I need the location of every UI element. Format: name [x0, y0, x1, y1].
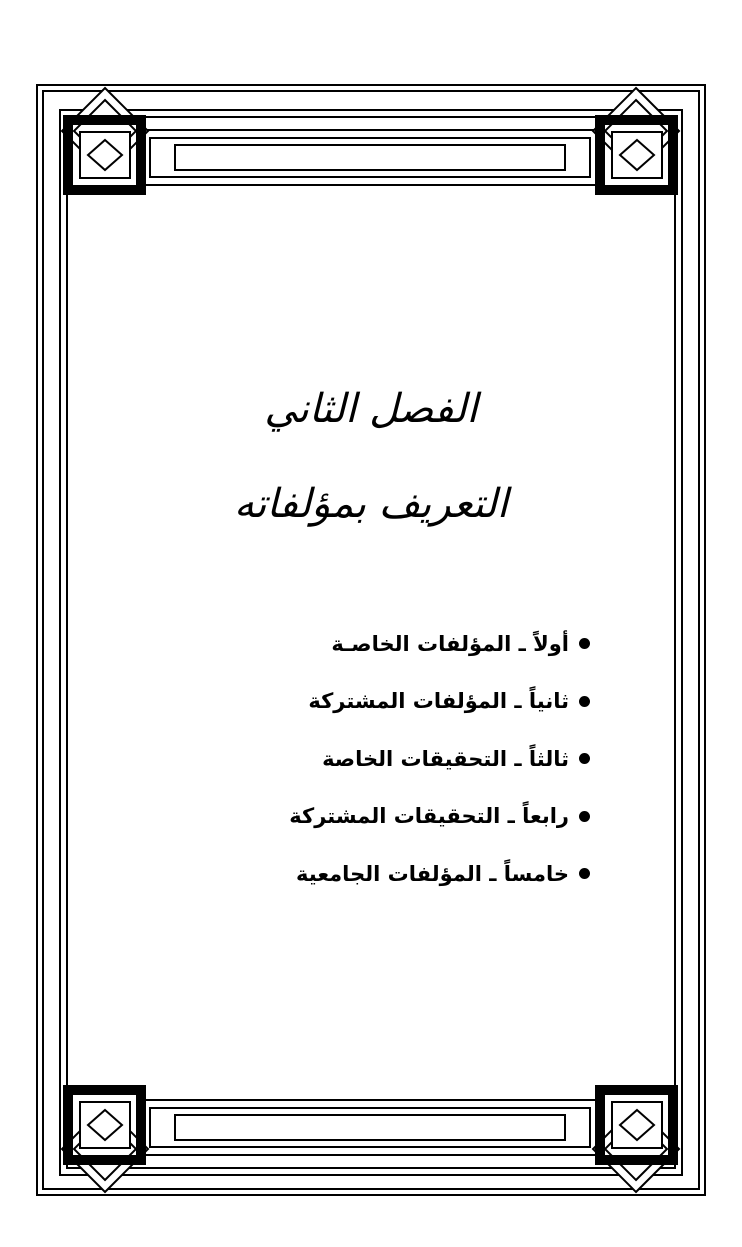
chapter-title: الفصل الثاني	[264, 386, 478, 432]
bullet-icon	[579, 753, 590, 764]
table-of-contents	[230, 615, 590, 903]
bullet-icon	[579, 696, 590, 707]
toc-item-label: ثانياً ـ المؤلفات المشتركة	[308, 689, 569, 714]
toc-item-label: رابعاً ـ التحقيقات المشتركة	[289, 804, 569, 829]
toc-item-label: خامساً ـ المؤلفات الجامعية	[296, 861, 569, 886]
toc-item	[230, 730, 590, 788]
bullet-icon	[579, 638, 590, 649]
toc-item	[230, 673, 590, 731]
toc-item	[230, 615, 590, 673]
corner-ornament-top-right	[593, 88, 679, 190]
corner-ornament-bottom-right	[593, 1090, 679, 1192]
toc-item	[230, 845, 590, 903]
bullet-icon	[579, 868, 590, 879]
toc-item-label: ثالثاً ـ التحقيقات الخاصة	[322, 746, 569, 771]
toc-item	[230, 788, 590, 846]
bullet-icon	[579, 811, 590, 822]
chapter-subtitle: التعريف بمؤلفاته	[233, 481, 509, 527]
corner-ornament-top-left	[62, 88, 148, 190]
corner-ornament-bottom-left	[62, 1090, 148, 1192]
toc-item-label: أولاً ـ المؤلفات الخاصـة	[331, 631, 569, 656]
